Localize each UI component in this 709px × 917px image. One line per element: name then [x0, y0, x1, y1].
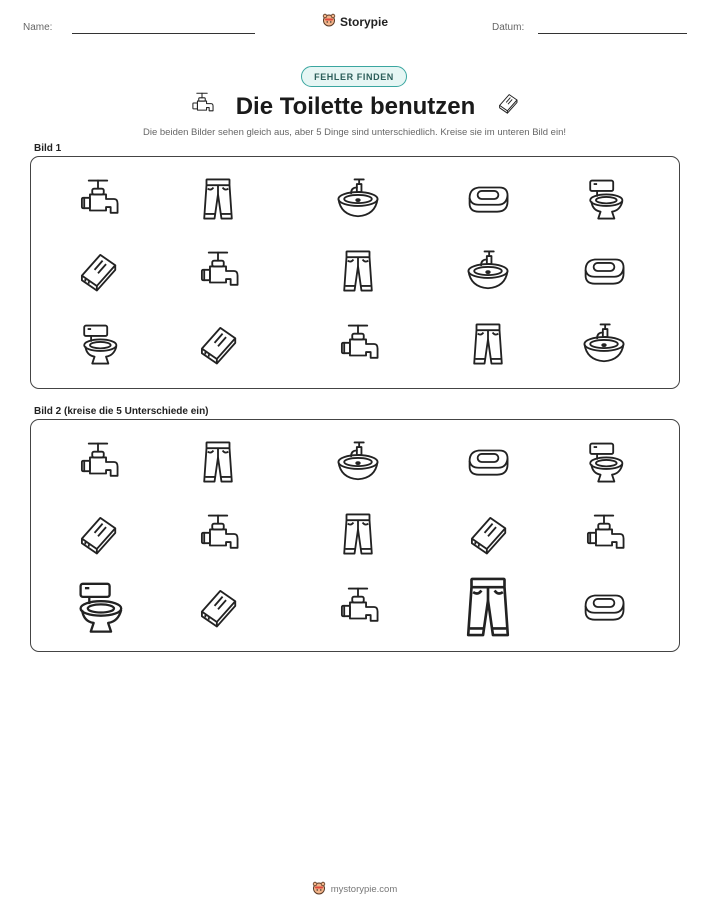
faucet-icon[interactable]: [195, 511, 241, 557]
brand-logo: [322, 13, 388, 31]
soap-icon[interactable]: [581, 584, 627, 630]
soap-icon[interactable]: [465, 176, 511, 222]
toilet-icon[interactable]: [581, 176, 627, 222]
picture1-label: Bild 1: [34, 143, 62, 154]
instructions: Die beiden Bilder sehen gleich aus, aber 5 Dinge sind unterschiedlich. Kreise sie im unteren Bild ein!: [143, 127, 566, 138]
pants-icon[interactable]: [335, 248, 381, 294]
towel-icon[interactable]: [75, 248, 121, 294]
page-title: Die Toilette benutzen: [235, 92, 476, 120]
footer-url[interactable]: mystorypie.com: [330, 884, 398, 895]
pants-icon[interactable]: [195, 439, 241, 485]
picture2-label: Bild 2 (kreise die 5 Unterschiede ein): [34, 406, 209, 417]
pants-icon[interactable]: [465, 321, 511, 367]
date-line[interactable]: [538, 33, 687, 34]
toilet-icon[interactable]: [69, 578, 127, 636]
faucet-icon[interactable]: [581, 511, 627, 557]
faucet-icon[interactable]: [335, 321, 381, 367]
towel-icon[interactable]: [465, 511, 511, 557]
toilet-icon[interactable]: [581, 439, 627, 485]
towel-icon[interactable]: [75, 511, 121, 557]
towel-icon: [496, 91, 520, 122]
towel-icon[interactable]: [195, 321, 241, 367]
faucet-icon[interactable]: [195, 248, 241, 294]
storypie-mascot-icon: [312, 881, 326, 898]
soap-icon[interactable]: [465, 439, 511, 485]
soap-icon[interactable]: [581, 248, 627, 294]
sink-icon[interactable]: [581, 321, 627, 367]
sink-icon[interactable]: [335, 439, 381, 485]
toilet-icon[interactable]: [75, 321, 121, 367]
faucet-icon: [189, 90, 215, 123]
sink-icon[interactable]: [465, 248, 511, 294]
pants-icon[interactable]: [195, 176, 241, 222]
faucet-icon[interactable]: [75, 439, 121, 485]
sink-icon[interactable]: [335, 176, 381, 222]
storypie-mascot-icon: [322, 13, 336, 32]
pants-icon[interactable]: [335, 511, 381, 557]
faucet-icon[interactable]: [335, 584, 381, 630]
name-line[interactable]: [72, 33, 255, 34]
date-label: Datum:: [492, 22, 525, 33]
name-label: Name:: [23, 22, 53, 33]
brand-name: Storypie: [340, 15, 389, 29]
faucet-icon[interactable]: [75, 176, 121, 222]
title-row: [0, 90, 709, 123]
activity-badge: FEHLER FINDEN: [301, 66, 407, 87]
footer: [0, 881, 709, 898]
towel-icon[interactable]: [195, 584, 241, 630]
pants-icon[interactable]: [455, 574, 521, 640]
